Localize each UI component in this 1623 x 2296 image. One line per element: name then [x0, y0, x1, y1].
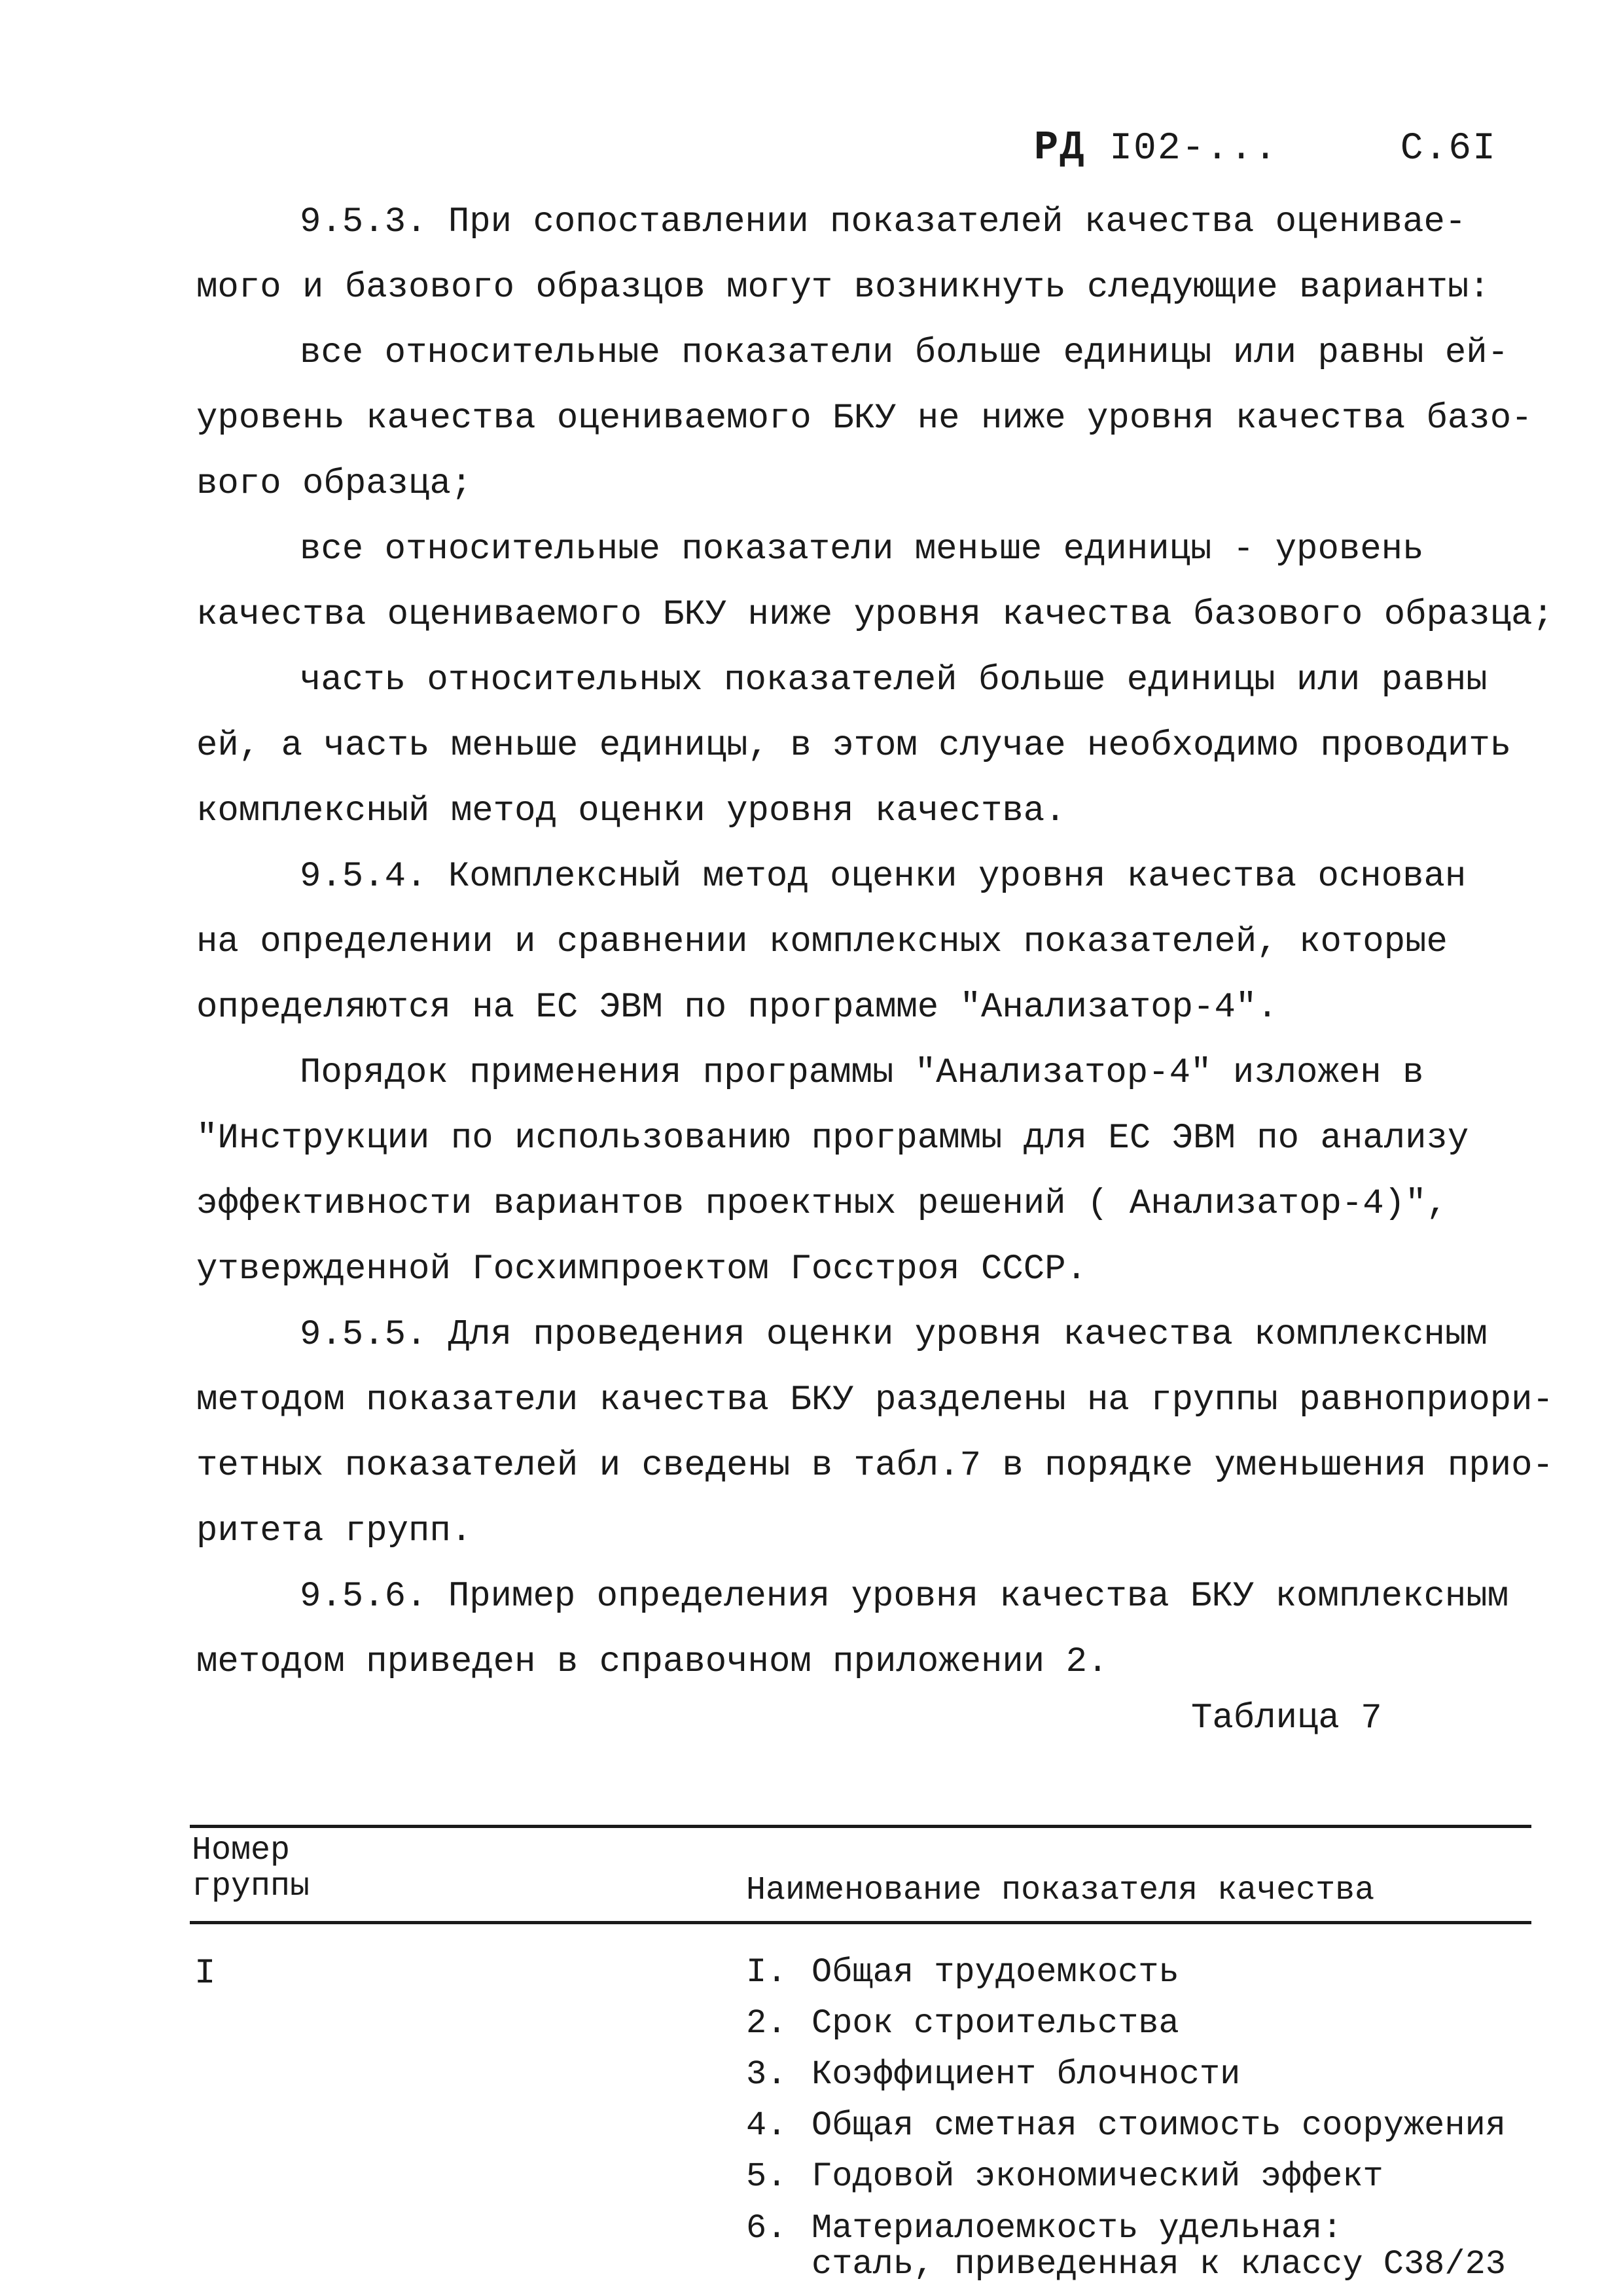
paragraph-9-5-5 [196, 1302, 1554, 1564]
text-line: эффективности вариантов проектных решений ( Анализатор-4)", [196, 1184, 1448, 1224]
table-caption: Таблица 7 [1191, 1698, 1382, 1738]
text-line: мого и базового образцов могут возникнуть следующие варианты: [196, 268, 1490, 308]
indicator-item [746, 1998, 1506, 2049]
text-line: ей, а часть меньше единицы, в этом случае необходимо проводить [196, 726, 1512, 766]
text-line: уровень качества оцениваемого БКУ не ниже уровня качества базо- [196, 399, 1533, 439]
table-header-group-number [192, 1833, 388, 1905]
indicator-number: 6. [746, 2209, 787, 2248]
indicator-item [746, 1947, 1506, 1998]
document-body [196, 190, 1554, 1695]
paragraph-variant-2 [196, 517, 1554, 648]
document-code: РД [1034, 124, 1086, 171]
paragraph-procedure [196, 1041, 1505, 1302]
text-line: комплексный метод оценки уровня качества. [196, 791, 1066, 831]
header-line: группы [192, 1868, 310, 1905]
text-line: на определении и сравнении комплексных показателей, которые [196, 922, 1448, 962]
text-line: 9.5.5. Для проведения оценки уровня качества комплексным [300, 1315, 1488, 1355]
paragraph-variant-1 [196, 321, 1533, 517]
text-line: тетных показателей и сведены в табл.7 в порядке уменьшения прио- [196, 1446, 1554, 1486]
page-header [1034, 124, 1497, 171]
text-line: вого образца; [196, 464, 473, 504]
indicator-text: Годовой экономический эффект [812, 2157, 1383, 2196]
text-line: 9.5.3. При сопоставлении показателей качества оценивае- [300, 202, 1467, 242]
indicator-item [746, 2049, 1506, 2100]
text-line: все относительные показатели меньше единицы - уровень [300, 529, 1424, 569]
document-number: I02-... [1109, 128, 1278, 170]
text-line: качества оцениваемого БКУ ниже уровня качества базового образца; [196, 595, 1554, 635]
paragraph-9-5-4 [196, 844, 1505, 1041]
text-line: 9.5.4. Комплексный метод оценки уровня качества основан [300, 857, 1467, 897]
indicator-item [746, 2151, 1506, 2202]
indicator-number: 4. [746, 2106, 787, 2145]
text-line: "Инструкции по использованию программы для ЕС ЭВМ по анализу [196, 1119, 1469, 1158]
text-line: утвержденной Госхимпроектом Госстроя СССР. [196, 1249, 1088, 1289]
indicator-text: Материалоемкость удельная: [812, 2209, 1343, 2248]
text-line: ритета групп. [196, 1511, 473, 1551]
indicator-text: Коэффициент блочности [812, 2055, 1241, 2094]
table-header-indicator-name: Наименование показателя качества [746, 1872, 1375, 1909]
table-header-rule [190, 1921, 1531, 1924]
text-line: часть относительных показателей больше единицы или равны [300, 660, 1488, 700]
indicator-text: Общая сметная стоимость сооружения [812, 2106, 1506, 2145]
text-line: Порядок применения программы "Анализатор-4" изложен в [300, 1053, 1424, 1093]
header-line: Номер [192, 1832, 291, 1869]
indicator-item [746, 2202, 1506, 2289]
indicator-item [746, 2100, 1506, 2151]
indicator-text: Общая трудоемкость [812, 1953, 1179, 1992]
indicator-subtext: сталь, приведенная к классу С38/23 [812, 2245, 1506, 2284]
indicator-text: Срок строительства [812, 2004, 1179, 2043]
paragraph-9-5-6 [196, 1564, 1509, 1695]
indicator-number: 3. [746, 2055, 787, 2094]
text-line: все относительные показатели больше единицы или равны ей- [300, 333, 1509, 373]
indicator-number: 5. [746, 2157, 787, 2196]
text-line: 9.5.6. Пример определения уровня качества БКУ комплексным [300, 1577, 1509, 1617]
indicator-list [746, 1947, 1506, 2289]
page-number: С.6I [1400, 128, 1497, 170]
indicator-number: I. [746, 1953, 787, 1992]
paragraph-9-5-3 [196, 190, 1505, 321]
text-line: определяются на ЕС ЭВМ по программе "Анализатор-4". [196, 988, 1278, 1028]
text-line: методом показатели качества БКУ разделены на группы равноприори- [196, 1380, 1554, 1420]
table-top-rule [190, 1825, 1531, 1828]
indicator-number: 2. [746, 2004, 787, 2043]
table-group-number: I [194, 1954, 216, 1994]
paragraph-variant-3 [196, 648, 1512, 844]
text-line: методом приведен в справочном приложении 2. [196, 1642, 1109, 1682]
